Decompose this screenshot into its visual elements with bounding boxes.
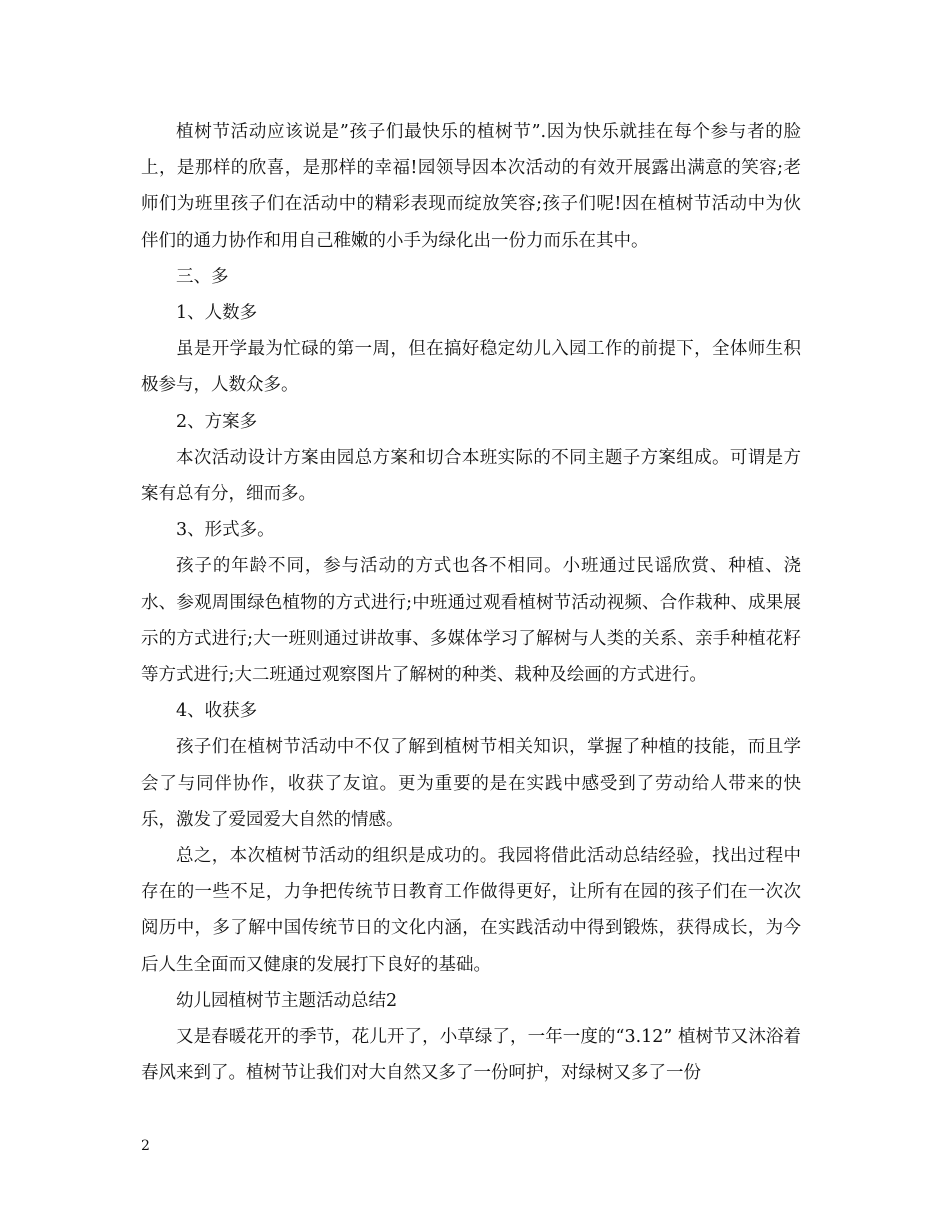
page-number: 2: [141, 1138, 150, 1154]
subheading-many-plans: 2、方案多: [176, 411, 258, 432]
paragraph-intro: 植树节活动应该说是”孩子们最快乐的植树节”.因为快乐就挂在每个参与者的脸上，是那样的欣喜，是那样的幸福!园领导因本次活动的有效开展露出满意的笑容;老师们为班里孩子们在活动中的精彩表现而绽放笑容;孩子们呢!因在植树节活动中为伙伴们的通力协作和用自己稚嫩的小手为绿化出一份力而乐在其中。: [141, 122, 801, 251]
paragraph-conclusion: 总之，本次植树节活动的组织是成功的。我园将借此活动总结经验，找出过程中存在的一些不足，力争把传统节日教育工作做得更好，让所有在园的孩子们在一次次阅历中，多了解中国传统节日的文化内涵，在实践活动中得到锻炼，获得成长，为今后人生全面而又健康的发展打下良好的基础。: [141, 846, 801, 975]
subheading-many-gains: 4、收获多: [176, 701, 258, 722]
paragraph-many-gains: 孩子们在植树节活动中不仅了解到植树节相关知识，掌握了种植的技能，而且学会了与同伴协作，收获了友谊。更为重要的是在实践中感受到了劳动给人带来的快乐，激发了爱园爱大自然的情感。: [141, 737, 801, 830]
paragraph-many-forms: 孩子的年龄不同，参与活动的方式也各不相同。小班通过民谣欣赏、种植、浇水、参观周围绿色植物的方式进行;中班通过观看植树节活动视频、合作栽种、成果展示的方式进行;大一班则通过讲故事、多媒体学习了解树与人类的关系、亲手种植花籽等方式进行;大二班通过观察图片了解树的种类、栽种及绘画的方式进行。: [141, 556, 801, 686]
paragraph-many-people: 虽是开学最为忙碌的第一周，但在搞好稳定幼儿入园工作的前提下，全体师生积极参与，人数众多。: [141, 339, 801, 396]
section-title-summary-2: 幼儿园植树节主题活动总结2: [176, 990, 398, 1011]
subheading-many-forms: 3、形式多。: [176, 520, 275, 541]
paragraph-summary-2-opening: 又是春暖花开的季节，花儿开了，小草绿了，一年一度的“3.12” 植树节又沐浴着春风来到了。植树节让我们对大自然又多了一份呵护，对绿树又多了一份: [141, 1027, 801, 1084]
paragraph-many-plans: 本次活动设计方案由园总方案和切合本班实际的不同主题子方案组成。可谓是方案有总有分，细而多。: [141, 447, 801, 505]
section-heading-three-many: 三、多: [176, 266, 229, 287]
subheading-many-people: 1、人数多: [176, 303, 258, 324]
document-body: [141, 114, 801, 1091]
